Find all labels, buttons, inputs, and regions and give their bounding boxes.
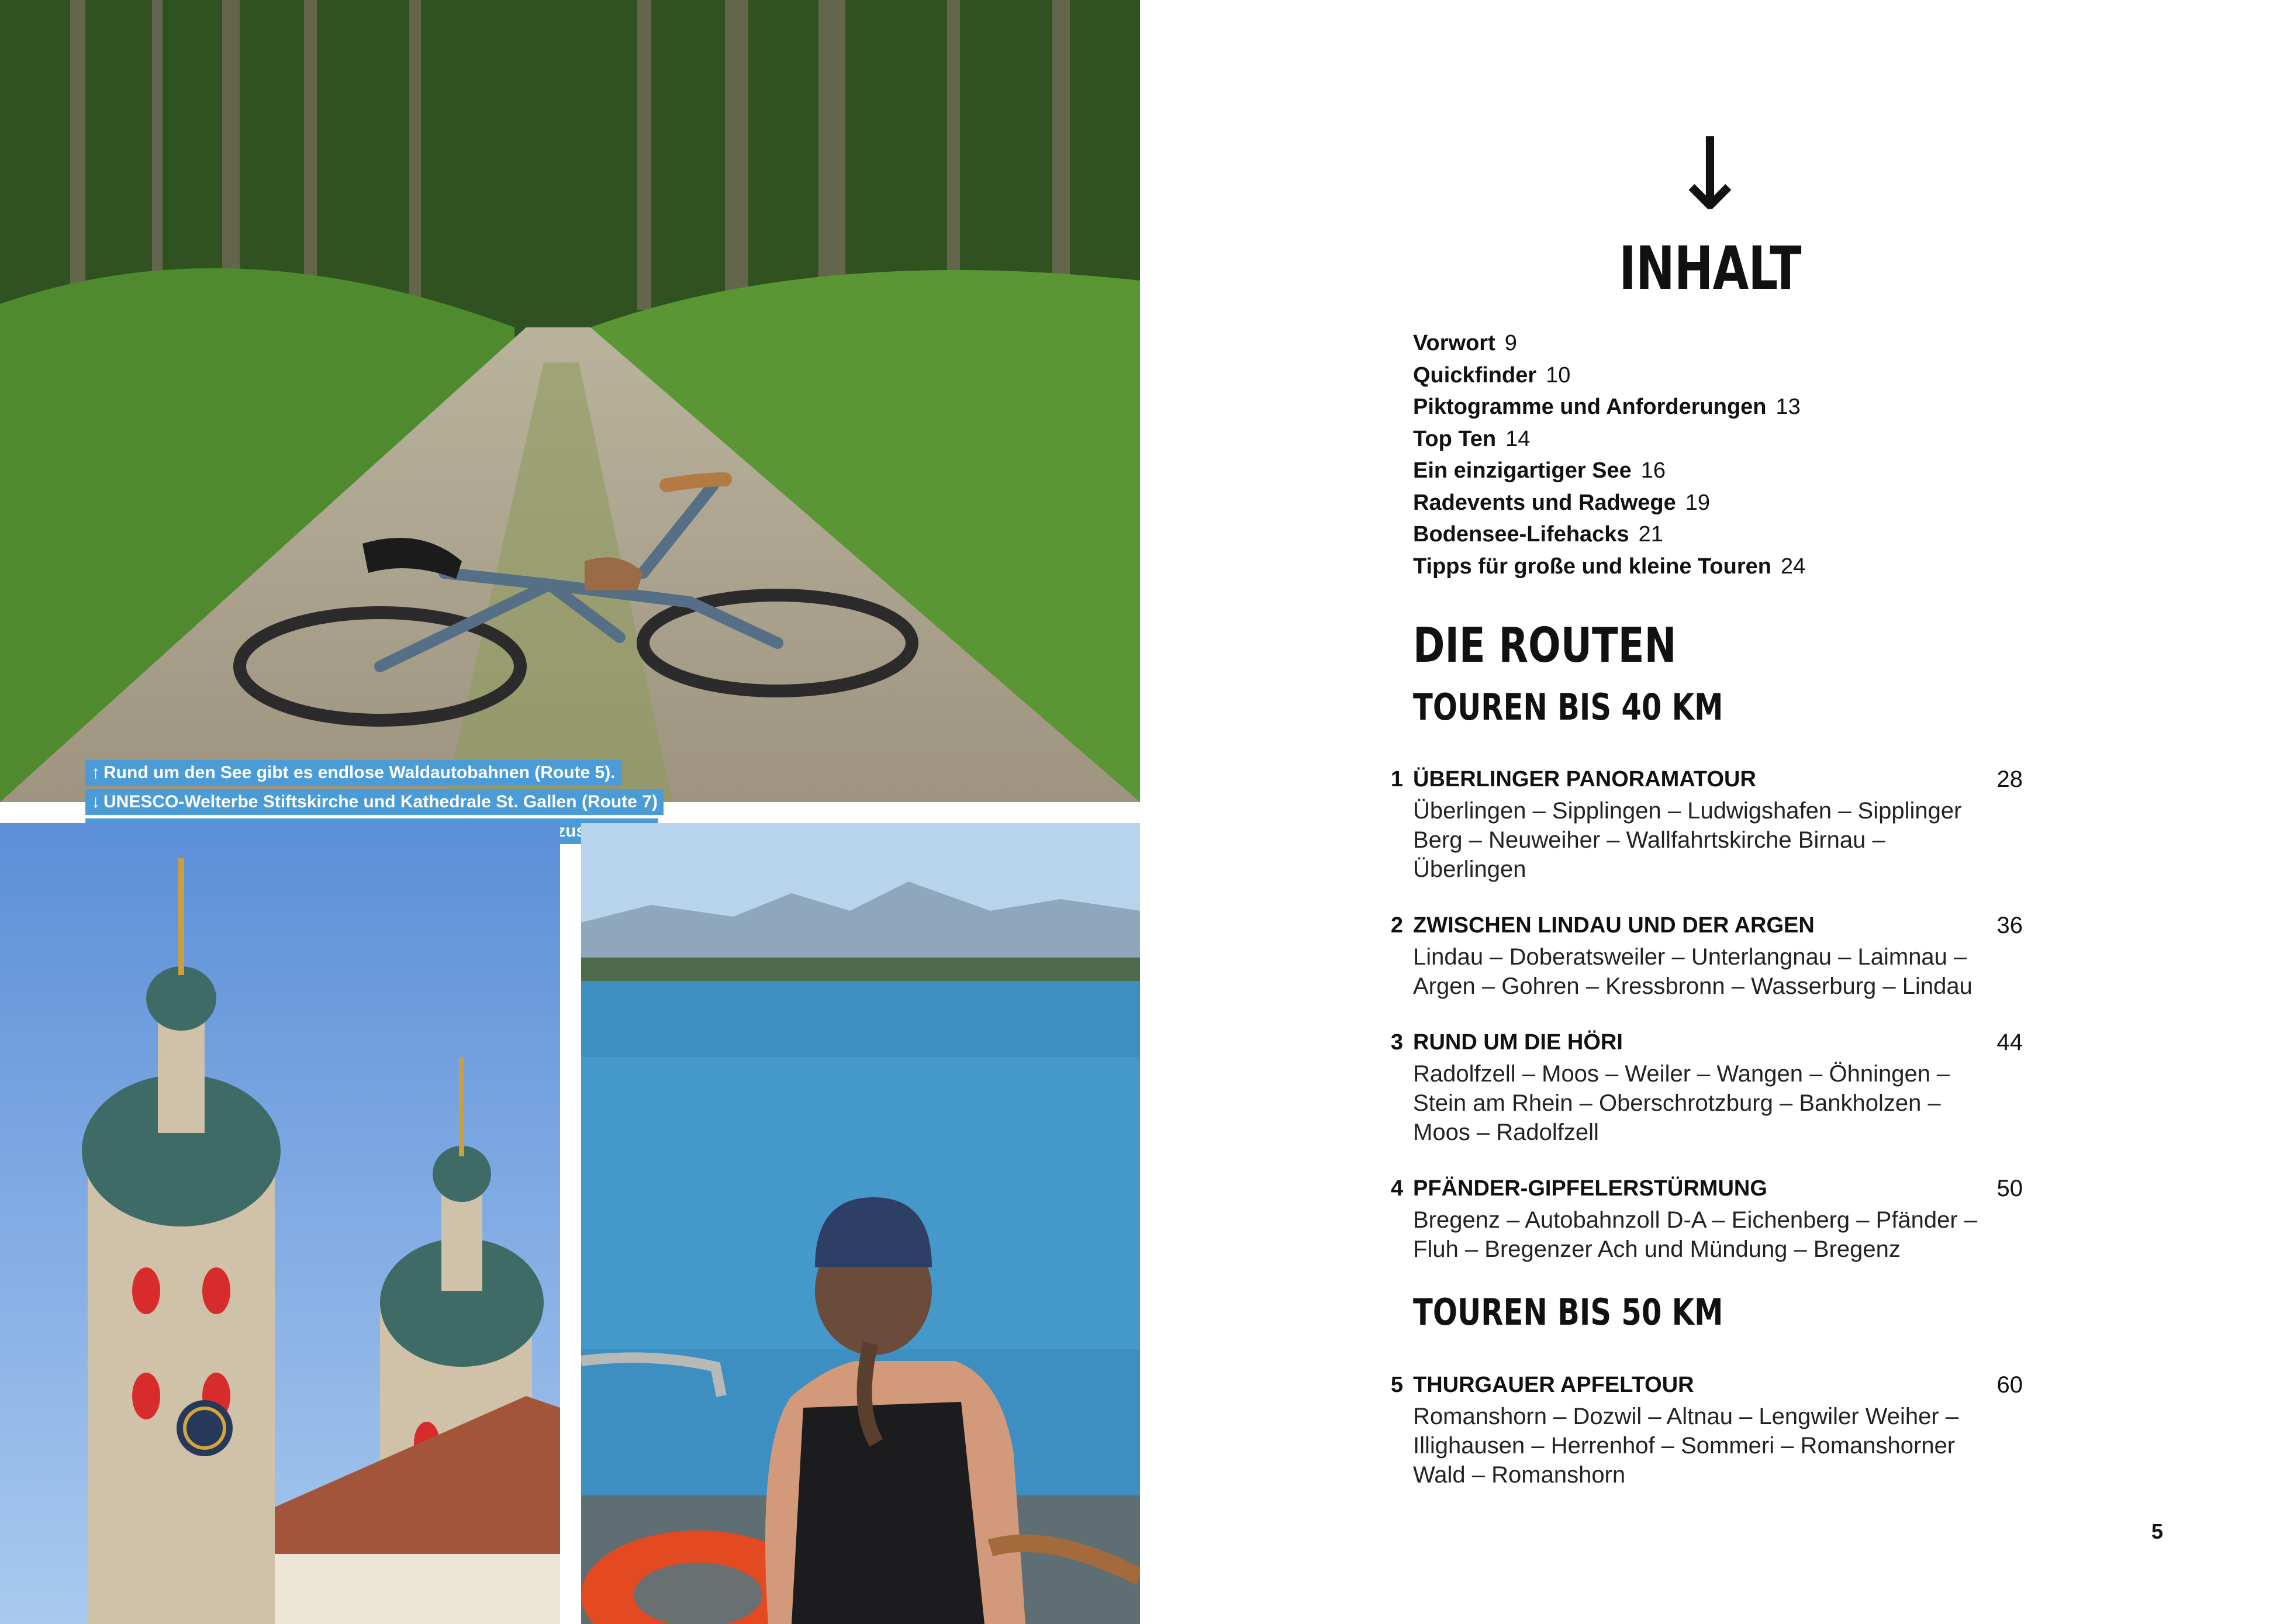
caption-forest: ↑ Rund um den See gibt es endlose Waldautobahnen (Route 5). [85,760,621,786]
page-title: INHALT [1619,234,1801,303]
toc-entry[interactable]: Bodensee-Lifehacks 21 [1413,522,1663,547]
group-title: TOUREN BIS 50 KM [1413,1291,1723,1333]
route-name: RUND UM DIE HÖRI [1413,1030,1623,1055]
route-number: 5 [1390,1373,1403,1397]
route-name: ZWISCHEN LINDAU UND DER ARGEN [1413,913,1815,938]
group-title: TOUREN BIS 40 KM [1413,686,1723,728]
toc-entry[interactable]: Tipps für große und kleine Touren 24 [1413,554,1806,579]
route-page: 36 [1996,913,2023,938]
route-number: 3 [1390,1030,1403,1055]
toc-entry[interactable]: Ein einzigartiger See 16 [1413,458,1666,483]
route-name: ÜBERLINGER PANORAMATOUR [1413,767,1756,792]
toc-entry[interactable]: Vorwort 9 [1413,331,1517,355]
toc-entry[interactable]: Quickfinder 10 [1413,362,1571,388]
route-number: 4 [1390,1176,1403,1201]
route-description: Romanshorn – Dozwil – Altnau – Lengwiler Weiher – Illighausen – Herrenhof – Sommeri – Romanshorner Wald – Romanshorn [1413,1404,1959,1488]
route-description: Überlingen – Sipplingen – Ludwigshafen – Sipplinger Berg – Neuweiher – Wallfahrtskirche Birnau – Überlingen [1413,798,1962,882]
route-number: 2 [1390,913,1403,938]
lake-ferry-photo [581,823,1140,1624]
section-title: DIE ROUTEN [1413,618,1677,673]
route-description: Lindau – Doberatsweiler – Unterlangnau – Laimnau – Argen – Gohren – Kressbronn – Wasserburg – Lindau [1413,944,1972,999]
route-name: PFÄNDER-GIPFELERSTÜRMUNG [1413,1176,1767,1201]
route-number: 1 [1390,767,1403,792]
toc-entry[interactable]: Top Ten 14 [1413,426,1531,451]
page-number: 5 [2151,1519,2164,1543]
toc-page [1140,0,2280,1624]
forest-bike-photo [0,0,1140,802]
route-page: 50 [1996,1176,2023,1201]
caption-cathedral: ↓ UNESCO-Welterbe Stiftskirche und Kathedrale St. Gallen (Route 7) [85,789,664,815]
toc-entry[interactable]: Radevents und Radwege 19 [1413,490,1711,515]
route-name: THURGAUER APFELTOUR [1413,1373,1694,1397]
arrow-up-icon: ↑ [91,763,100,782]
cathedral-photo [0,823,560,1624]
route-page: 60 [1996,1372,2023,1398]
route-page: 28 [1996,766,2023,792]
arrow-down-icon: ↓ [91,792,100,811]
route-description: Bregenz – Autobahnzoll D-A – Eichenberg – Pfänder – Fluh – Bregenzer Ach und Mündung – Bregenz [1413,1207,1978,1262]
route-page: 44 [1996,1029,2023,1055]
toc-entry[interactable]: Piktogramme und Anforderungen 13 [1413,395,1801,419]
intro-list [1413,327,2115,582]
route-description: Radolfzell – Moos – Weiler – Wangen – Öhningen – Stein am Rhein – Oberschrotzburg – Bankholzen – Moos – Radolfzell [1413,1061,1950,1145]
arrow-down-icon: ↓ [1668,117,1752,233]
